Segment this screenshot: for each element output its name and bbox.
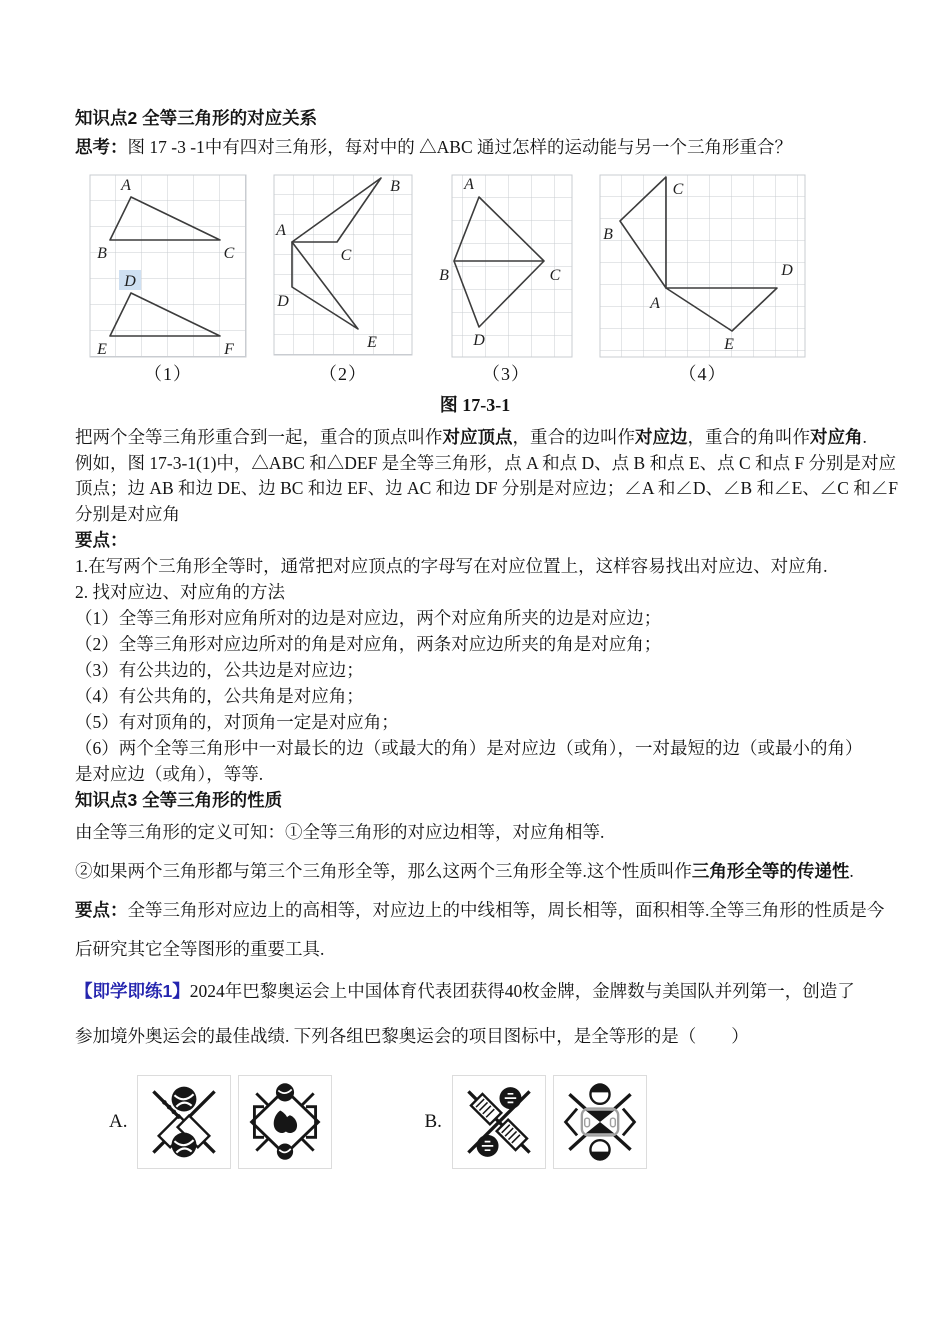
figure-title: 图 17-3-1 (439, 395, 511, 415)
pictogram-tile (553, 1075, 647, 1169)
figure-17-3-1 (89, 174, 910, 385)
vertex-label-c: C (223, 245, 235, 262)
text-line: ②如果两个三角形都与第三个三角形全等，那么这两个三角形全等.这个性质叫作三角形全等的传递性. (75, 861, 854, 881)
vertex-label-e: E (367, 334, 377, 351)
grid-2 (274, 175, 412, 355)
list-item: （5）有对顶角的，对顶角一定是对应角； (75, 712, 399, 732)
answer-options (75, 1075, 910, 1169)
option-b-label: B. (424, 1111, 442, 1132)
pictogram-tile (452, 1075, 546, 1169)
text-line: 把两个全等三角形重合到一起，重合的顶点叫作对应顶点，重合的边叫作对应边，重合的角叫作对应角. (75, 427, 867, 447)
exercise-1 (75, 969, 910, 1059)
text-line: 后研究其它全等图形的重要工具. (75, 939, 325, 959)
text-line: 例如，图 17-3-1(1)中，△ABC 和△DEF 是全等三角形，点 A 和点 D、点 B 和点 E、点 C 和点 F 分别是对应 (75, 452, 897, 473)
vertex-label-b: B (439, 267, 449, 284)
section-properties (75, 813, 910, 969)
kp2-heading: 知识点2 全等三角形的对应关系 (75, 108, 318, 128)
football-pictogram-icon (242, 1079, 328, 1165)
text-line: 要点：全等三角形对应边上的高相等，对应边上的中线相等，周长相等，面积相等.全等三角形的性质是今 (75, 900, 885, 920)
vertex-label-a: A (276, 222, 286, 239)
grid-4 (600, 175, 805, 357)
keypoint-list (75, 527, 910, 813)
pictogram-tile (238, 1075, 332, 1169)
list-item: 2. 找对应边、对应角的方法 (75, 582, 285, 602)
list-item: 1.在写两个三角形全等时，通常把对应顶点的字母写在对应位置上，这样容易找出对应边、对应角. (75, 556, 828, 576)
wrestling-pictogram-icon (557, 1079, 643, 1165)
text-line: 顶点；边 AB 和边 DE、边 BC 和边 EF、边 AC 和边 DF 分别是对应边；∠A 和∠D、∠B 和∠E、∠C 和∠F (75, 478, 899, 498)
vertex-label-f: F (224, 341, 234, 358)
figure-panel-3 (439, 174, 573, 385)
grid-3 (452, 175, 572, 357)
figure-panel-2 (273, 174, 413, 385)
section-kp2 (75, 104, 910, 162)
paragraph-correspondence (75, 425, 910, 527)
option-a (109, 1075, 332, 1169)
exercise-line: 【即学即练1】2024年巴黎奥运会上中国体育代表团获得40枚金牌，金牌数与美国队并列第一，创造了 (75, 981, 855, 1001)
panel-2-caption: （2） (319, 364, 367, 384)
figure-panel-4 (599, 174, 806, 385)
option-b (424, 1075, 646, 1169)
list-item: （1）全等三角形对应角所对的边是对应边，两个对应角所夹的边是对应边； (75, 608, 662, 628)
pictogram-tile (137, 1075, 231, 1169)
vertex-label-c: C (340, 247, 352, 264)
vertex-label-d: D (277, 293, 289, 310)
figure-panel-1 (89, 174, 247, 385)
vertex-label-a: A (121, 177, 131, 194)
vertex-label-d: D (124, 273, 136, 290)
text-line: 由全等三角形的定义可知：①全等三角形的对应边相等，对应角相等. (75, 822, 605, 842)
list-item: （3）有公共边的，公共边是对应边； (75, 660, 364, 680)
text-line: 分别是对应角 (75, 503, 180, 524)
vertex-label-b: B (390, 178, 400, 195)
basketball-pictogram-icon (141, 1079, 227, 1165)
vertex-label-a: A (650, 295, 660, 312)
think-line: 思考：图 17 -3 -1中有四对三角形，每对中的 △ABC 通过怎样的运动能与另一个三角形重合？ (75, 137, 793, 157)
panel-2-drawing (273, 174, 413, 358)
panel-1-drawing (89, 174, 247, 358)
panel-4-caption: （4） (678, 364, 727, 384)
rugby-pictogram-icon (456, 1079, 542, 1165)
vertex-label-c: C (672, 181, 684, 198)
list-item: 是对应边（或角），等等. (75, 764, 264, 784)
list-item: （6）两个全等三角形中一对最长的边（或最大的角）是对应边（或角），一对最短的边（或最小的角） (75, 738, 863, 758)
vertex-label-d: D (473, 332, 485, 349)
vertex-label-c: C (549, 267, 561, 284)
kp3-heading: 知识点3 全等三角形的性质 (75, 790, 283, 810)
panel-1-caption: （1） (144, 364, 192, 384)
vertex-label-b: B (97, 245, 107, 262)
keypoint-heading: 要点： (75, 530, 128, 550)
panel-3-drawing (439, 174, 573, 358)
vertex-label-d: D (781, 262, 793, 279)
vertex-label-a: A (464, 176, 474, 193)
panel-4-drawing (599, 174, 806, 358)
vertex-label-e: E (97, 341, 107, 358)
option-a-label: A. (109, 1111, 128, 1132)
panel-3-caption: （3） (482, 364, 530, 384)
vertex-label-b: B (603, 226, 613, 243)
list-item: （2）全等三角形对应边所对的角是对应角，两条对应边所夹的角是对应角； (75, 634, 662, 654)
vertex-label-e: E (724, 336, 734, 353)
exercise-line: 参加境外奥运会的最佳战绩. 下列各组巴黎奥运会的项目图标中，是全等形的是（ ） (75, 1026, 749, 1046)
list-item: （4）有公共角的，公共角是对应角； (75, 686, 364, 706)
